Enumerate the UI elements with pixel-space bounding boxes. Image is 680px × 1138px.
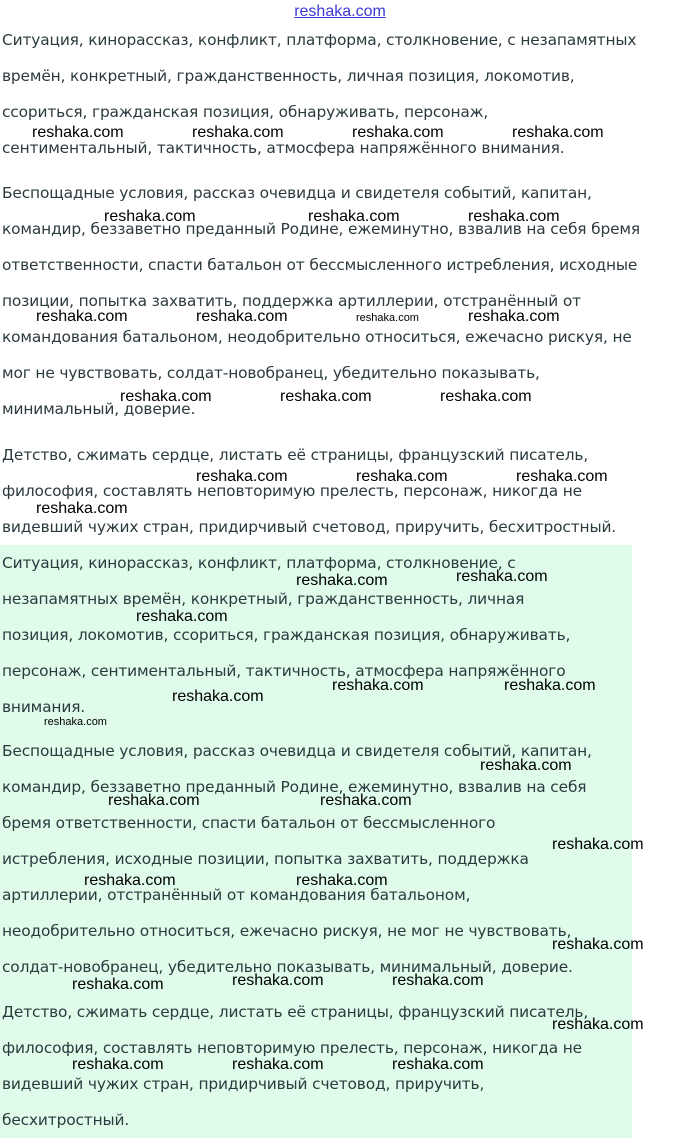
watermark-text: reshaka.com: [512, 124, 604, 141]
text-line: видевший чужих стран, придирчивый счетовод, приручить,: [2, 1075, 485, 1093]
watermark-text: reshaka.com: [84, 872, 176, 889]
text-line: ссориться, гражданская позиция, обнаруживать, персонаж,: [2, 103, 489, 121]
watermark-text: reshaka.com: [296, 572, 388, 589]
watermark-text: reshaka.com: [196, 308, 288, 325]
watermark-text: reshaka.com: [44, 716, 107, 728]
text-line: Беспощадные условия, рассказ очевидца и свидетеля событий, капитан,: [2, 742, 592, 760]
watermark-text: reshaka.com: [392, 972, 484, 989]
watermark-text: reshaka.com: [296, 872, 388, 889]
watermark-text: reshaka.com: [192, 124, 284, 141]
watermark-text: reshaka.com: [480, 757, 572, 774]
watermark-text: reshaka.com: [356, 468, 448, 485]
text-line: неодобрительно относиться, ежечасно рискуя, не мог не чувствовать,: [2, 922, 572, 940]
watermark-text: reshaka.com: [280, 388, 372, 405]
text-line: бесхитростный.: [2, 1111, 130, 1129]
text-line: бремя ответственности, спасти батальон от бессмысленного: [2, 814, 496, 832]
watermark-text: reshaka.com: [172, 688, 264, 705]
text-line: видевший чужих стран, придирчивый счетовод, приручить, бесхитростный.: [2, 518, 617, 536]
watermark-text: reshaka.com: [36, 308, 128, 325]
text-line: командир, беззаветно преданный Родине, ежеминутно, взвалив на себя: [2, 778, 587, 796]
watermark-text: reshaka.com: [320, 792, 412, 809]
watermark-text: reshaka.com: [356, 312, 419, 324]
watermark-text: reshaka.com: [232, 972, 324, 989]
watermark-text: reshaka.com: [504, 677, 596, 694]
watermark-text: reshaka.com: [232, 1056, 324, 1073]
watermark-text: reshaka.com: [32, 124, 124, 141]
text-line: командования батальоном, неодобрительно относиться, ежечасно рискуя, не: [2, 328, 632, 346]
watermark-text: reshaka.com: [332, 677, 424, 694]
text-line: минимальный, доверие.: [2, 400, 196, 418]
text-line: командир, беззаветно преданный Родине, ежеминутно, взвалив на себя бремя: [2, 220, 640, 238]
text-line: внимания.: [2, 698, 86, 716]
text-line: солдат-новобранец, убедительно показывать, минимальный, доверие.: [2, 958, 573, 976]
watermark-text: reshaka.com: [104, 208, 196, 225]
text-line: Детство, сжимать сердце, листать её страницы, французский писатель,: [2, 1003, 589, 1021]
text-line: Ситуация, кинорассказ, конфликт, платформа, столкновение, с: [2, 554, 516, 572]
watermark-text: reshaka.com: [516, 468, 608, 485]
watermark-text: reshaka.com: [440, 388, 532, 405]
text-line: истребления, исходные позиции, попытка захватить, поддержка: [2, 850, 529, 868]
text-line: позиция, локомотив, ссориться, гражданская позиция, обнаруживать,: [2, 626, 571, 644]
text-line: ответственности, спасти батальон от бессмысленного истребления, исходные: [2, 256, 638, 274]
watermark-text: reshaka.com: [352, 124, 444, 141]
watermark-text: reshaka.com: [468, 308, 560, 325]
watermark-text: reshaka.com: [120, 388, 212, 405]
watermark-text: reshaka.com: [196, 468, 288, 485]
watermark-text: reshaka.com: [552, 836, 644, 853]
site-header: [0, 0, 680, 24]
watermark-text: reshaka.com: [552, 936, 644, 953]
watermark-text: reshaka.com: [36, 500, 128, 517]
watermark-text: reshaka.com: [468, 208, 560, 225]
text-line: философия, составлять неповторимую прелесть, персонаж, никогда не: [2, 1039, 582, 1057]
watermark-text: reshaka.com: [72, 976, 164, 993]
text-line: Ситуация, кинорассказ, конфликт, платформа, столкновение, с незапамятных: [2, 31, 637, 49]
text-line: сентиментальный, тактичность, атмосфера напряжённого внимания.: [2, 139, 565, 157]
watermark-text: reshaka.com: [108, 792, 200, 809]
text-line: артиллерии, отстранённый от командования батальоном,: [2, 886, 471, 904]
watermark-text: reshaka.com: [136, 608, 228, 625]
watermark-text: reshaka.com: [552, 1016, 644, 1033]
site-link[interactable]: reshaka.com: [294, 3, 386, 20]
text-line: незапамятных времён, конкретный, гражданственность, личная: [2, 590, 525, 608]
watermark-text: reshaka.com: [392, 1056, 484, 1073]
text-line: Детство, сжимать сердце, листать её страницы, французский писатель,: [2, 446, 589, 464]
watermark-text: reshaka.com: [308, 208, 400, 225]
watermark-text: reshaka.com: [456, 568, 548, 585]
text-line: позиции, попытка захватить, поддержка артиллерии, отстранённый от: [2, 292, 581, 310]
text-line: мог не чувствовать, солдат-новобранец, убедительно показывать,: [2, 364, 540, 382]
text-line: философия, составлять неповторимую прелесть, персонаж, никогда не: [2, 482, 582, 500]
watermark-text: reshaka.com: [72, 1056, 164, 1073]
text-line: Беспощадные условия, рассказ очевидца и свидетеля событий, капитан,: [2, 184, 592, 202]
text-line: времён, конкретный, гражданственность, личная позиция, локомотив,: [2, 67, 575, 85]
text-line: персонаж, сентиментальный, тактичность, атмосфера напряжённого: [2, 662, 566, 680]
